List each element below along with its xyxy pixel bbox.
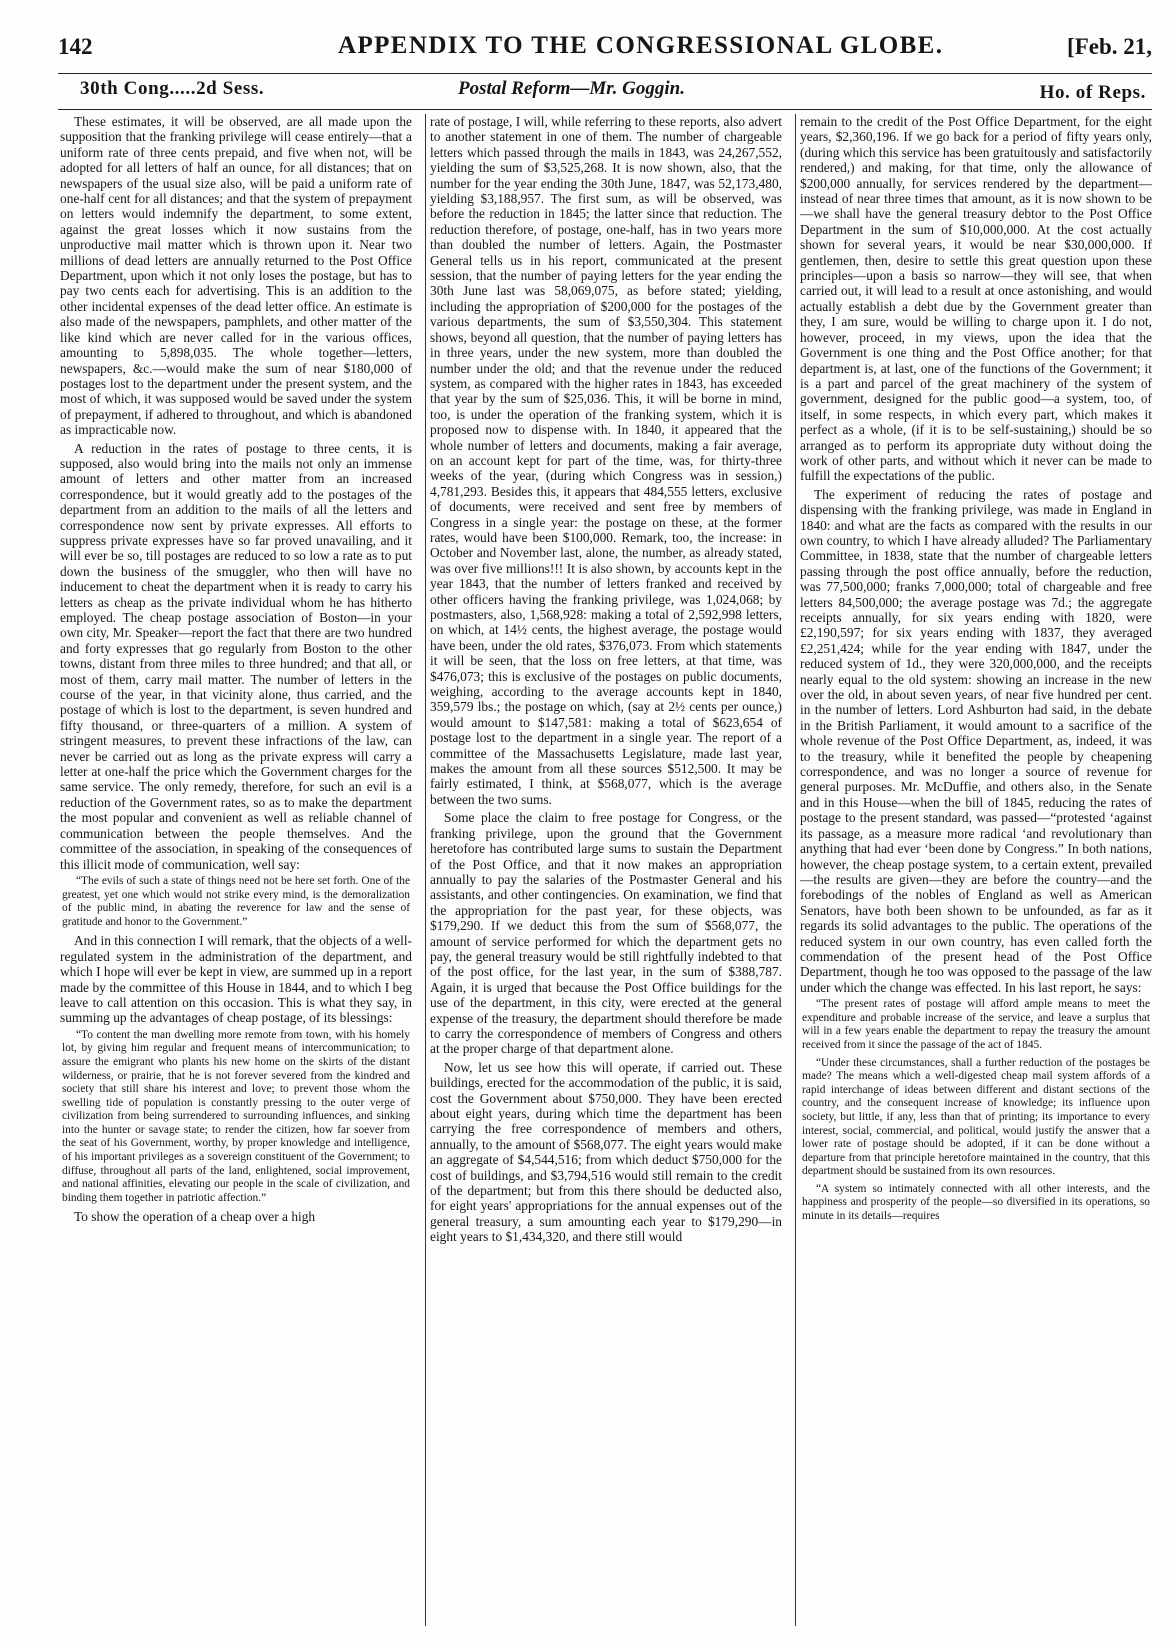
block-quote: “A system so intimately connected with all other interests, and the happiness and prosperity of the people—so diversified in its operations, so minute in its details—requires xyxy=(802,1182,1150,1223)
block-quote: “The present rates of postage will afford ample means to meet the expenditure and probable increase of the service, and leave a surplus that will in a few years enable the department to repay the treasury the amount received from it since the passage of the act of 1845. xyxy=(802,998,1150,1051)
paragraph: And in this connection I will remark, that the objects of a well-regulated system in the administration of the department, and which I hope will ever be kept in view, are summed up in a report made by the committee of this House in 1844, and to which I beg leave to call attention on this occasion. This is what they say, in summing up the advantages of cheap postage, of its blessings: xyxy=(60,933,412,1026)
speech-topic: Postal Reform—Mr. Goggin. xyxy=(458,78,685,99)
paragraph: Some place the claim to free postage for Congress, or the franking privilege, upon the ground that the Government heretofore has contributed large sums to sustain the Department of the Post Office, and that it now makes an appropriation annually to pay the salaries of the Postmaster General and his assistants, and other contingencies. On examination, we find that the appropriation for the past year, for these objects, was $179,290. If we deduct this from the sum of $568,077, the amount of service performed for which the department gets no pay, the general treasury would be still rightfully indebted to that of the post office, for the last year, in the sum of $388,787. Again, it is urged that because the Post Office buildings for the use of the department, in this city, were erected at the general expense of the treasury, the department should therefore be made to carry the correspondence of members of Congress and others at the proper charge of that department alone. xyxy=(430,810,782,1057)
paragraph: The experiment of reducing the rates of postage and dispensing with the franking privilege, was made in England in 1840: and what are the facts as compared with the results in our own country, to which I have already alluded? The Parliamentary Committee, in 1838, state that the number of chargeable letters passing through the post office annually, before the reduction, was 77,500,000; franks 7,000,000; total of chargeable and free letters 84,500,000; the average postage was 7d.; the aggregate receipts annually, for six years ending with 1820, were £2,190,597; for six years ending with 1837, they averaged £2,251,424; while for the year ending with 1847, under the reduced system of 1d., they were 320,000,000, and the receipts nearly equal to the old system: showing an increase in the new over the old, in about seven years, of near five hundred per cent. in the number of letters. Lord Ashburton had said, in the debate in the British Parliament, it would amount to a sacrifice of the whole revenue of the Post Office Department, as, indeed, it was to the treasury, while it benefited the people by cheapening correspondence, and was no longer a source of revenue for general purposes. Mr. McDuffie, and others also, in the Senate and in this House—when the bill of 1845, reducing the rates of postage to the present standard, was passed—“protested ‘against its passage, as a measure more radical ‘and revolutionary than anything that had ever ‘been done by Congress.” In both nations, however, the cheap postage system, to a certain extent, prevailed—the results are given—they are before the country—and the forebodings of the nobles of England as well as American Senators, have both been shown to be unfounded, as far as it regards its solid advantages to the public. The operations of the reduced system in our own country, has even called forth the commendation of the present head of the Post Office Department, though he too was opposed to the passage of the law under which the change was effected. In his last report, he says: xyxy=(800,486,1152,995)
column-3 xyxy=(800,114,1152,1626)
page-number: 142 xyxy=(58,34,93,59)
page-header xyxy=(58,28,1152,72)
session-label: 30th Cong.....2d Sess. xyxy=(80,78,265,99)
block-quote: “To content the man dwelling more remote from town, with his homely lot, by giving him regular and frequent means of intercommunication; to assure the emigrant who plants his new home on the skirts of the distant wilderness, or prairie, that he is not forever severed from the kindred and society that still share his interest and love; to prevent those whom the swelling tide of population is constantly pressing to the outer verge of civilization from being surrendered to surrounding influences, and sinking into the hunter or savage state; to render the citizen, how far soever from the seat of his Government, worthy, by proper knowledge and intelligence, of his important privileges as a sovereign constituent of the Government; to diffuse, throughout all parts of the land, enlightened, social improvement, and national affinities, elevating our people in the scale of civilization, and binding them together in patriotic affection.” xyxy=(62,1028,410,1204)
column-1 xyxy=(60,114,412,1626)
paragraph: A reduction in the rates of postage to three cents, it is supposed, also would bring into the mails not only an immense amount of letters and other matter from an increased correspondence, but it would greatly add to the postages of the department from an addition to the mails of all the letters and correspondence now sent by private expresses. All efforts to suppress private expresses have so far proved unavailing, and it will ever be so, till postages are reduced to so low a rate as to put down the business of the smuggler, who then will have no inducement to cheat the department when it is ready to carry his letters as cheap as the private individual whom he has hitherto employed. The cheap postage association of Boston—in your own city, Mr. Speaker—report the fact that there are two hundred and forty expresses that go regularly from Boston to the other towns, distant from three miles to three hundred; and that all, or most of them, carry mail matter. The number of letters in the course of the year, in that vicinity alone, thus carried, and the postage of which is lost to the department, is seven hundred and fifty thousand, or three-quarters of a million. A system of stringent measures, to prevent these infractions of the law, can never be carried out as long as the private express will carry a letter at one-half the price which the Government charges for the same service. The only remedy, therefore, for such an evil is a reduction of the Government rates, so as to make the department the most popular and convenient as well as reliable channel of communication between the people themselves. And the committee of the association, in speaking of the consequences of this illicit mode of communication, well say: xyxy=(60,440,412,872)
subheader-rule xyxy=(58,109,1152,110)
house-label: Ho. of Reps. xyxy=(1039,82,1146,103)
paragraph: These estimates, it will be observed, are all made upon the supposition that the franking privilege will cease entirely—that a uniform rate of three cents prepaid, and five when not, will be adopted for all letters of half an ounce, for all distances; that on newspapers of the usual size also, will be paid a uniform rate of one-half cent for all distances; and that the system of prepayment on letters would indemnify the department, to some extent, against the great losses which it now sustains from the unproductive mail matter which is thrown upon it. Near two millions of dead letters are annually returned to the Post Office Department, upon which it not only loses the postage, but has to pay two cents each for advertising. This is an addition to the other incidental expenses of the dead letter office. An estimate is also made of the newspapers, pamphlets, and other matter of the like kind which are never called for in the various offices, amounting to 5,898,035. The whole together—letters, newspapers, &c.—would make the sum of near $180,000 of postages lost to the department under the present system, and the most of which, it was supposed would be saved under the system of prepayment, if adhered to throughout, and which is abandoned as impracticable now. xyxy=(60,114,412,438)
running-head xyxy=(58,76,1152,108)
column-2 xyxy=(430,114,782,1626)
publication-title: APPENDIX TO THE CONGRESSIONAL GLOBE. xyxy=(338,32,944,59)
paragraph: rate of postage, I will, while referring to these reports, also advert to another statement in one of them. The number of chargeable letters which passed through the mails in 1843, was 24,267,552, yielding the sum of $3,525,268. It is now shown, also, that the number for the year ending the 30th June, 1847, was 52,173,480, yielding $3,188,957. The first sum, as will be observed, was before the reduction in 1845; the latter since that reduction. The reduction therefore, of postage, one-half, has in two years more than doubled the number of letters. Again, the Postmaster General tells us in his report, communicated at the present session, that the number of paying letters for the year ending the 30th June last was 58,069,075, as before stated; yielding, including the appropriation of $200,000 for the postages of the various departments, the sum of $3,550,304. This statement shows, beyond all question, that the number of paying letters has in three years, under the new system, more than doubled the number under the old; and that the revenue under the reduced system, as compared with the higher rates in 1843, has exceeded that year by the sum of $25,036. This, it will be borne in mind, too, is under the operation of the franking system, which it is proposed now to dispense with. In 1840, it appeared that the whole number of letters and documents, making a fair average, on an account kept for part of the time, was, for thirty-three weeks of the year, (during which Congress was in session,) 4,781,293. Besides this, it appears that 484,555 letters, exclusive of documents, were received and sent free by members of Congress in a single year: the postage on these, at the former rates, would have been $100,000. Remark, too, the increase: in October and November last, alone, the number, as already stated, was over five millions!!! It is also shown, by accounts kept in the year 1843, that the number of letters franked and received by other officers having the franking privilege, was 1,024,068; by postmasters, also, 1,568,928: making a total of 2,592,998 letters, on which, at 14½ cents, the highest average, the postage would have been, under the old rates, $376,073. From which statements it will be seen, that the loss on free letters, at that time, was $476,073; this is exclusive of the postages on public documents, weighing, according to the average accounts kept in 1840, 359,579 lbs.; the postage on which, (say at 2½ cents per ounce,) would amount to $147,581: making a total of $623,654 of postage lost to the department in a single year. The report of a committee of the Massachusetts Legislature, made last year, makes the amount from all these sources $512,500. It may be fairly estimated, I think, at $568,077, which is the average between the two sums. xyxy=(430,114,782,807)
block-quote: “The evils of such a state of things need not be here set forth. One of the greatest, yet one which would not strike every mind, is the demoralization of the public mind, in abating the reverence for law and the sense of gratitude and honor to the Government.” xyxy=(62,874,410,928)
paragraph: To show the operation of a cheap over a high xyxy=(74,1209,316,1225)
article-body xyxy=(60,114,1152,1626)
paragraph: remain to the credit of the Post Office Department, for the eight years, $2,360,196. If we go back for a period of fifty years only, (during which this service has been gratuitously and satisfactorily rendered,) and making, for that time, only the allowance of $200,000 annually, for services rendered by the department—instead of near three times that amount, as it is now shown to be—we shall have the general treasury debtor to the Post Office Department in the sum of $10,000,000. At the cost actually shown for several years, it would be near $30,000,000. If gentlemen, then, desire to settle this great question upon these principles—upon a basis so narrow—they will see, that when carried out, it will lead to a result at once astonishing, and would actually establish a debt due by the Government greater than they, I am sure, would be willing to charge upon it. I do not, however, proceed, in my views, upon the idea that the Government is one thing and the Post Office another; for that department is, at last, one of the functions of the Government; it is a part and parcel of the great machinery of the system of government, designed for the public good—a system, too, of itself, in some respects, in which every part, which makes it perfect as a whole, (if it is to be self-sustaining,) should be so arranged as to perform its appropriate duty without doing the work of other parts, and without which it never can be made to fulfill the expectations of the public. xyxy=(800,114,1152,484)
block-quote: “Under these circumstances, shall a further reduction of the postages be made? The means which a well-digested cheap mail system affords of a rapid interchange of ideas between different and distant sections of the country, and the consequent increase of knowledge; its influence upon society, but little, if any, less than that of printing; its importance to every interest, social, commercial, and political, would justify the answer that a lower rate of postage should be adopted, if it can be done without a departure from that principle heretofore maintained in the country, that this department should be sustained from its own resources. xyxy=(802,1056,1150,1178)
header-rule xyxy=(58,73,1152,74)
page-date: [Feb. 21, xyxy=(1067,34,1152,59)
paragraph: Now, let us see how this will operate, if carried out. These buildings, erected for the accommodation of the public, it is said, cost the Government about $750,000. They have been erected about eight years, during which time the department has been carrying the free correspondence of members and others, annually, to the amount of $568,077. The eight years would make an aggregate of $4,544,516; from which deduct $750,000 for the cost of buildings, and $3,794,516 would still remain to the credit of the department; but from this there should be deducted also, for eight years' appropriations for the annual expenses out of the general treasury, a sum amounting each year to $179,290—in eight years to $1,434,320, and there still would xyxy=(430,1059,782,1245)
